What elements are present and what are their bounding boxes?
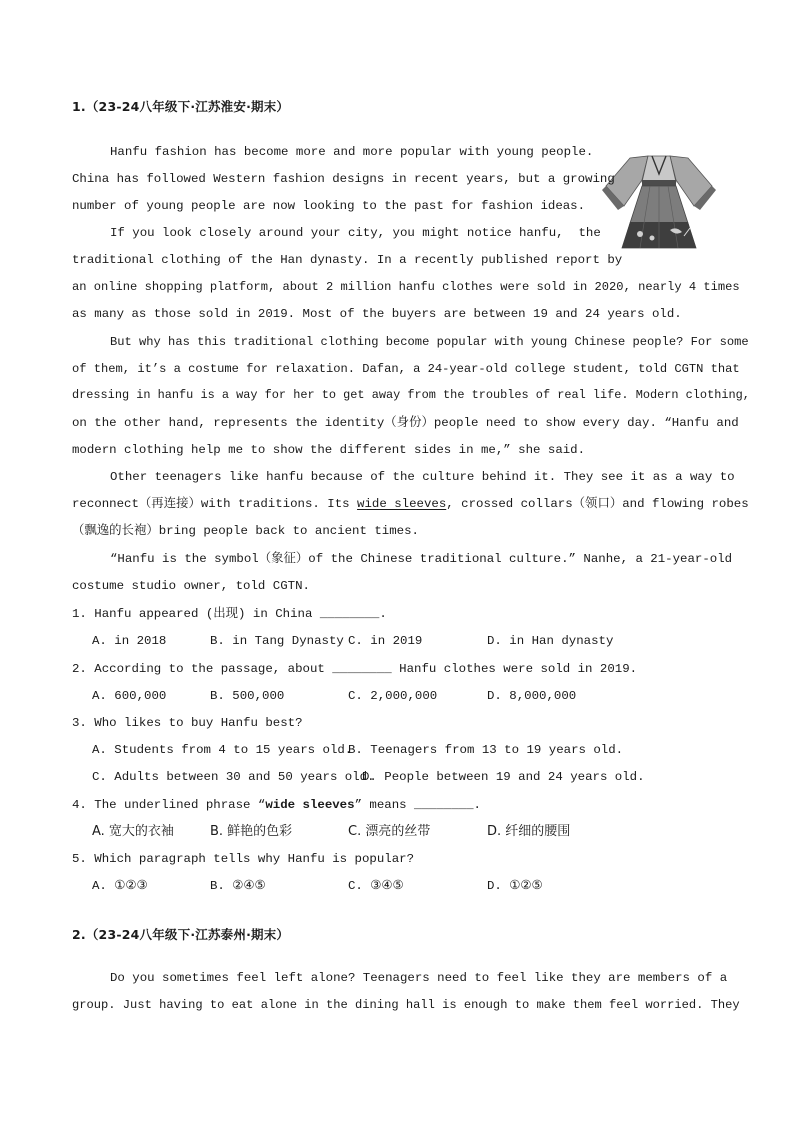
question-stem: 5. Which paragraph tells why Hanfu is popular? [72, 852, 415, 866]
option-d[interactable]: D. 纤细的腰围 [487, 824, 571, 839]
passage-line: If you look closely around your city, you might notice hanfu, the [110, 226, 601, 240]
option-b[interactable]: B. 鲜艳的色彩 [210, 824, 293, 839]
bold-phrase: wide sleeves [265, 798, 355, 812]
passage-line: Do you sometimes feel left alone? Teenagers need to feel like they are members of a [110, 971, 728, 985]
option-a[interactable]: A. Students from 4 to 15 years old. [92, 743, 353, 757]
question-stem: 2. According to the passage, about ________ Hanfu clothes were sold in 2019. [72, 662, 638, 676]
option-c[interactable]: C. in 2019 [348, 634, 423, 648]
option-a[interactable]: A. 600,000 [92, 689, 167, 703]
passage-line: costume studio owner, told CGTN. [72, 579, 310, 593]
hanfu-robe-icon [600, 150, 718, 252]
option-c[interactable]: C. Adults between 30 and 50 years old. [92, 770, 375, 784]
passage-text: reconnect（再连接）with traditions. Its [72, 497, 358, 511]
passage-text: , crossed collars（领口）and flowing robes [446, 497, 749, 511]
passage-line: an online shopping platform, about 2 million hanfu clothes were sold in 2020, nearly 4 times [72, 280, 740, 294]
passage-line: as many as those sold in 2019. Most of the buyers are between 19 and 24 years old. [72, 307, 682, 321]
passage-line: “Hanfu is the symbol（象征）of the Chinese traditional culture.” Nanhe, a 21-year-old [110, 552, 733, 566]
option-d[interactable]: D. People between 19 and 24 years old. [362, 770, 645, 784]
passage-line: number of young people are now looking to the past for fashion ideas. [72, 199, 586, 213]
passage-line: Other teenagers like hanfu because of the culture behind it. They see it as a way to [110, 470, 735, 484]
option-d[interactable]: D. ①②⑤ [487, 879, 543, 893]
passage-line: traditional clothing of the Han dynasty. In a recently published report by [72, 253, 623, 267]
passage-line: group. Just having to eat alone in the dining hall is enough to make them feel worried. They [72, 998, 740, 1012]
option-c[interactable]: C. ③④⑤ [348, 879, 404, 893]
option-d[interactable]: D. in Han dynasty [487, 634, 614, 648]
option-b[interactable]: B. ②④⑤ [210, 879, 266, 893]
option-b[interactable]: B. in Tang Dynasty [210, 634, 344, 648]
passage-line: of them, it’s a costume for relaxation. Dafan, a 24-year-old college student, told CGTN that [72, 362, 740, 376]
question-stem: 1. Hanfu appeared (出现) in China ________. [72, 607, 387, 621]
option-b[interactable]: B. 500,000 [210, 689, 285, 703]
passage-line: But why has this traditional clothing become popular with young Chinese people? For some [110, 335, 749, 349]
option-a[interactable]: A. 宽大的衣袖 [92, 824, 174, 839]
stem-text: ” means ________. [354, 798, 481, 812]
option-a[interactable]: A. ①②③ [92, 879, 148, 893]
option-b[interactable]: B. Teenagers from 13 to 19 years old. [348, 743, 624, 757]
option-c[interactable]: C. 2,000,000 [348, 689, 438, 703]
question-stem: 3. Who likes to buy Hanfu best? [72, 716, 303, 730]
passage-line: modern clothing help me to show the different sides in me,” she said. [72, 443, 586, 457]
passage-line: dressing in hanfu is a way for her to get away from the troubles of real life. Modern clothing, [72, 388, 750, 402]
option-a[interactable]: A. in 2018 [92, 634, 167, 648]
passage-line: Hanfu fashion has become more and more popular with young people. [110, 145, 594, 159]
question-1-heading: 1.（23-24八年级下·江苏淮安·期末） [72, 99, 290, 114]
option-d[interactable]: D. 8,000,000 [487, 689, 577, 703]
passage-line [72, 498, 749, 510]
passage-line: on the other hand, represents the identity（身份）people need to show every day. “Hanfu and [72, 416, 739, 430]
option-c[interactable]: C. 漂亮的丝带 [348, 824, 431, 839]
question-2-heading: 2.（23-24八年级下·江苏泰州·期末） [72, 927, 290, 942]
underlined-phrase: wide sleeves [357, 497, 447, 511]
passage-line: China has followed Western fashion designs in recent years, but a growing [72, 172, 615, 186]
stem-text: 4. The underlined phrase “ [72, 798, 266, 812]
passage-line: （飘逸的长袍）bring people back to ancient times. [72, 524, 419, 538]
question-stem [72, 799, 481, 811]
